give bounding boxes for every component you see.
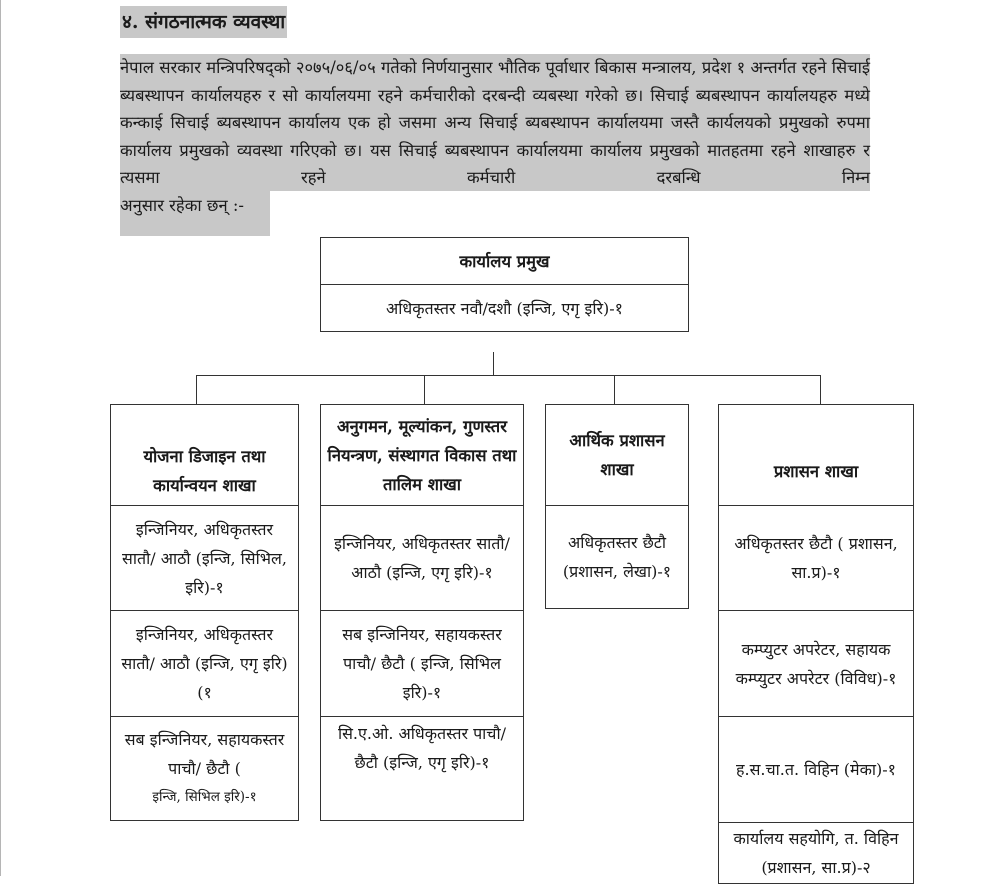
intro-paragraph-block — [120, 54, 870, 236]
page-edge — [0, 0, 1, 876]
branch-monitoring-post-3: सि.ए.ओ. अधिकृतस्तर पाचौ/ छैटौ (इन्जि, एगृ इरि)-१ — [321, 716, 523, 820]
branch-admin-post-4: कार्यालय सहयोगि, त. विहिन (प्रशासन, सा.प्र)-२ — [719, 822, 913, 884]
branch-planning-post-2: इन्जिनियर, अधिकृतस्तर सातौ/ आठौ (इन्जि, एगृ इरि)(१ — [111, 610, 298, 716]
branch-monitoring-evaluation — [320, 404, 524, 821]
office-head-post: अधिकृतस्तर नवौ/दशौ (इन्जि, एगृ इरि)-१ — [321, 284, 688, 331]
branch-planning-post-3 — [111, 716, 298, 820]
branch-monitoring-title: अनुगमन, मूल्यांकन, गुणस्तर नियन्त्रण, संस्थागत विकास तथा तालिम शाखा — [327, 416, 517, 494]
branch-financial-title: आर्थिक प्रशासन शाखा — [569, 431, 665, 479]
office-head-title: कार्यालय प्रमुख — [459, 251, 550, 271]
paragraph-main-text: नेपाल सरकार मन्त्रिपरिषद्को २०७५/०६/०५ गतेको निर्णयानुसार भौतिक पूर्वाधार बिकास मन्त्रालय, प्रदेश १ अन्तर्गत रहने सिचाई ब्यबस्थापन कार्यालयहरु र सो कार्यालयमा रहने कर्मचारीको दरबन्दी व्यबस्था गरेको छ। सिचाई ब्यबस्थापन कार्यालयहरु मध्ये कन्काई सिचाई ब्यबस्थापन कार्यालय एक हो जसमा अन्य सिचाई ब्यबस्थापन कार्यालयमा जस्तै कार्यलयको प्रमुखको रुपमा कार्यालय प्रमुखको व्यवस्था गरिएको छ। यस सिचाई ब्यबस्थापन कार्यालयमा कार्यालय प्रमुखको मातहतमा रहने शाखाहरु र त्यसमा रहने कर्मचारी दरबन्धि निम्न — [120, 58, 870, 187]
branch-admin-title: प्रशासन शाखा — [773, 461, 859, 481]
office-head-box — [320, 237, 689, 332]
connector-branch-1 — [196, 375, 197, 404]
branch-planning-title: योजना डिजाइन तथा कार्यान्वयन शाखा — [143, 447, 266, 495]
branch-admin-post-1: अधिकृतस्तर छैटौ ( प्रशासन, सा.प्र)-१ — [719, 505, 913, 610]
connector-branch-2 — [424, 375, 425, 404]
branch-planning-post-3-line-1: सब इन्जिनियर, सहायकस्तर पाचौ/ छैटौ ( — [124, 730, 285, 778]
connector-branch-3 — [614, 375, 615, 404]
branch-admin-post-2: कम्प्युटर अपरेटर, सहायक कम्प्युटर अपरेटर (विविध)-१ — [719, 610, 913, 716]
branch-financial-post-1: अधिकृतस्तर छैटौ (प्रशासन, लेखा)-१ — [546, 505, 688, 608]
connector-horizontal — [196, 375, 821, 376]
branch-monitoring-post-1: इन्जिनियर, अधिकृतस्तर सातौ/ आठौ (इन्जि, एगृ इरि)-१ — [321, 505, 523, 610]
connector-branch-4 — [820, 375, 821, 404]
branch-administration — [718, 404, 914, 884]
paragraph-end-text: अनुसार रहेका छन् :- — [120, 195, 244, 215]
branch-admin-post-3: ह.स.चा.त. विहिन (मेका)-१ — [719, 716, 913, 822]
branch-planning-design — [110, 404, 299, 821]
connector-trunk — [493, 352, 494, 376]
branch-monitoring-post-2: सब इन्जिनियर, सहायकस्तर पाचौ/ छैटौ ( इन्जि, सिभिल इरि)-१ — [321, 610, 523, 716]
branch-financial-admin — [545, 404, 689, 609]
branch-planning-post-1: इन्जिनियर, अधिकृतस्तर सातौ/ आठौ (इन्जि, सिभिल, इरि)-१ — [111, 505, 298, 610]
section-heading: ४. संगठनात्मक व्यवस्था — [120, 6, 287, 38]
intro-paragraph — [120, 54, 870, 219]
branch-planning-post-3-line-2: इन्जि, सिभिल इरि)-१ — [152, 789, 257, 805]
